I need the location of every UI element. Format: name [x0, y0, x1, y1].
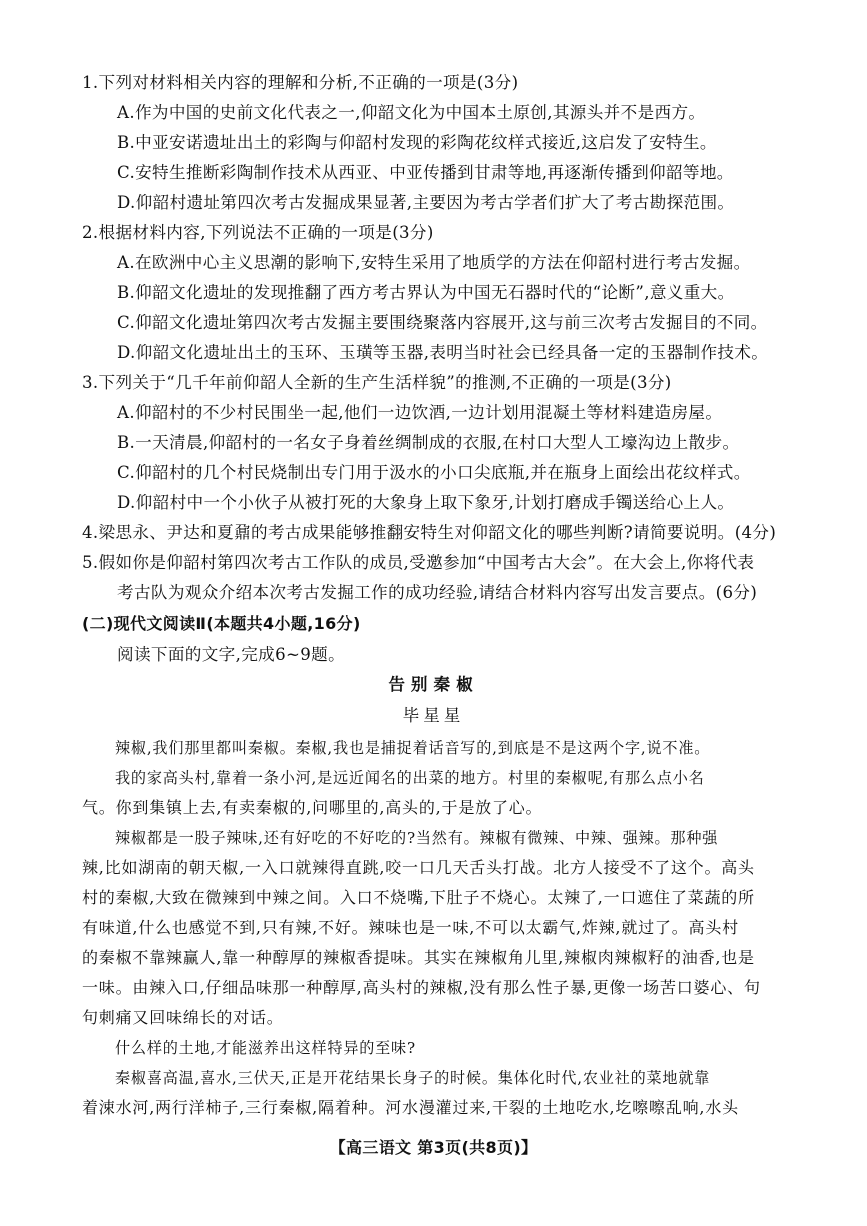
article-line: 句刺痛又回味绵长的对话。 — [82, 1008, 284, 1027]
question-5-line-2: 考古队为观众介绍本次考古发掘工作的成功经验,请结合材料内容写出发言要点。(6分) — [117, 583, 758, 602]
question-3-option-a: A.仰韶村的不少村民围坐一起,他们一边饮酒,一边计划用混凝土等材料建造房屋。 — [117, 403, 723, 422]
article-line: 着涑水河,两行洋柿子,三行秦椒,隔着种。河水漫灌过来,干裂的土地吃水,圪嚓嚓乱响,水头 — [82, 1098, 739, 1117]
question-3-stem: 3.下列关于“几千年前仰韶人全新的生产生活样貌”的推测,不正确的一项是(3分) — [82, 373, 672, 392]
article-line: 气。你到集镇上去,有卖秦椒的,问哪里的,高头的,于是放了心。 — [82, 798, 543, 817]
article-line: 村的秦椒,大致在微辣到中辣之间。入口不烧嘴,下肚子不烧心。太辣了,一口遮住了菜蔬的所 — [82, 888, 755, 907]
question-2-option-d: D.仰韶文化遗址出土的玉环、玉璜等玉器,表明当时社会已经具备一定的玉器制作技术。 — [117, 343, 769, 362]
article-line: 有味道,什么也感觉不到,只有辣,不好。辣味也是一味,不可以太霸气,炸辣,就过了。高头村 — [82, 918, 739, 937]
question-3-option-d: D.仰韶村中一个小伙子从被打死的大象身上取下象牙,计划打磨成手镯送给心上人。 — [117, 493, 735, 512]
question-2-option-b: B.仰韶文化遗址的发现推翻了西方考古界认为中国无石器时代的“论断”,意义重大。 — [117, 283, 735, 302]
question-3-option-c: C.仰韶村的几个村民烧制出专门用于汲水的小口尖底瓶,并在瓶身上面绘出花纹样式。 — [117, 463, 751, 482]
article-line: 辣椒都是一股子辣味,还有好吃的不好吃的?当然有。辣椒有微辣、中辣、强辣。那种强 — [115, 829, 719, 847]
question-2-stem: 2.根据材料内容,下列说法不正确的一项是(3分) — [82, 223, 434, 242]
article-line: 辣椒,我们那里都叫秦椒。秦椒,我也是捕捉着话音写的,到底是不是这两个字,说不准。 — [115, 739, 711, 757]
question-1-stem: 1.下列对材料相关内容的理解和分析,不正确的一项是(3分) — [82, 73, 519, 92]
article-line: 辣,比如湖南的朝天椒,一入口就辣得直跳,咬一口几天舌头打战。北方人接受不了这个。高头 — [82, 858, 755, 877]
article-line: 的秦椒不靠辣赢人,靠一种醇厚的辣椒香提味。其实在辣椒角儿里,辣椒肉辣椒籽的油香,也是 — [82, 948, 755, 967]
question-1-option-d: D.仰韶村遗址第四次考古发掘成果显著,主要因为考古学者们扩大了考古勘探范围。 — [117, 193, 735, 212]
article-line: 我的家高头村,靠着一条小河,是远近闻名的出菜的地方。村里的秦椒呢,有那么点小名 — [115, 769, 705, 787]
article-line: 一味。由辣入口,仔细品味那一种醇厚,高头村的辣椒,没有那么性子暴,更像一场苦口婆心、句 — [82, 978, 761, 997]
article-author: 毕星星 — [402, 706, 465, 725]
question-1-option-b: B.中亚安诺遗址出土的彩陶与仰韶村发现的彩陶花纹样式接近,这启发了安特生。 — [117, 133, 717, 152]
article-line: 秦椒喜高温,喜水,三伏天,正是开花结果长身子的时候。集体化时代,农业社的菜地就靠 — [115, 1069, 711, 1087]
question-5-line-1: 5.假如你是仰韶村第四次考古工作队的成员,受邀参加“中国考古大会”。在大会上,你将代表 — [82, 553, 755, 572]
section-heading: (二)现代文阅读Ⅱ(本题共4小题,16分) — [82, 614, 361, 633]
question-2-option-c: C.仰韶文化遗址第四次考古发掘主要围绕聚落内容展开,这与前三次考古发掘目的不同。 — [117, 313, 768, 332]
question-2-option-a: A.在欧洲中心主义思潮的影响下,安特生采用了地质学的方法在仰韶村进行考古发掘。 — [117, 253, 751, 272]
section-instruction: 阅读下面的文字,完成6~9题。 — [117, 645, 346, 664]
article-line: 什么样的土地,才能滋养出这样特异的至味? — [115, 1039, 416, 1057]
page-footer: 【高三语文 第3页(共8页)】 — [329, 1138, 538, 1157]
question-3-option-b: B.一天清晨,仰韶村的一名女子身着丝绸制成的衣服,在村口大型人工壕沟边上散步。 — [117, 433, 740, 452]
article-title: 告别秦椒 — [388, 675, 479, 694]
question-1-option-c: C.安特生推断彩陶制作技术从西亚、中亚传播到甘肃等地,再逐渐传播到仰韶等地。 — [117, 163, 734, 182]
question-1-option-a: A.作为中国的史前文化代表之一,仰韶文化为中国本土原创,其源头并不是西方。 — [117, 103, 706, 122]
question-4: 4.梁思永、尹达和夏鼐的考古成果能够推翻安特生对仰韶文化的哪些判断?请简要说明。(4分) — [82, 523, 777, 542]
